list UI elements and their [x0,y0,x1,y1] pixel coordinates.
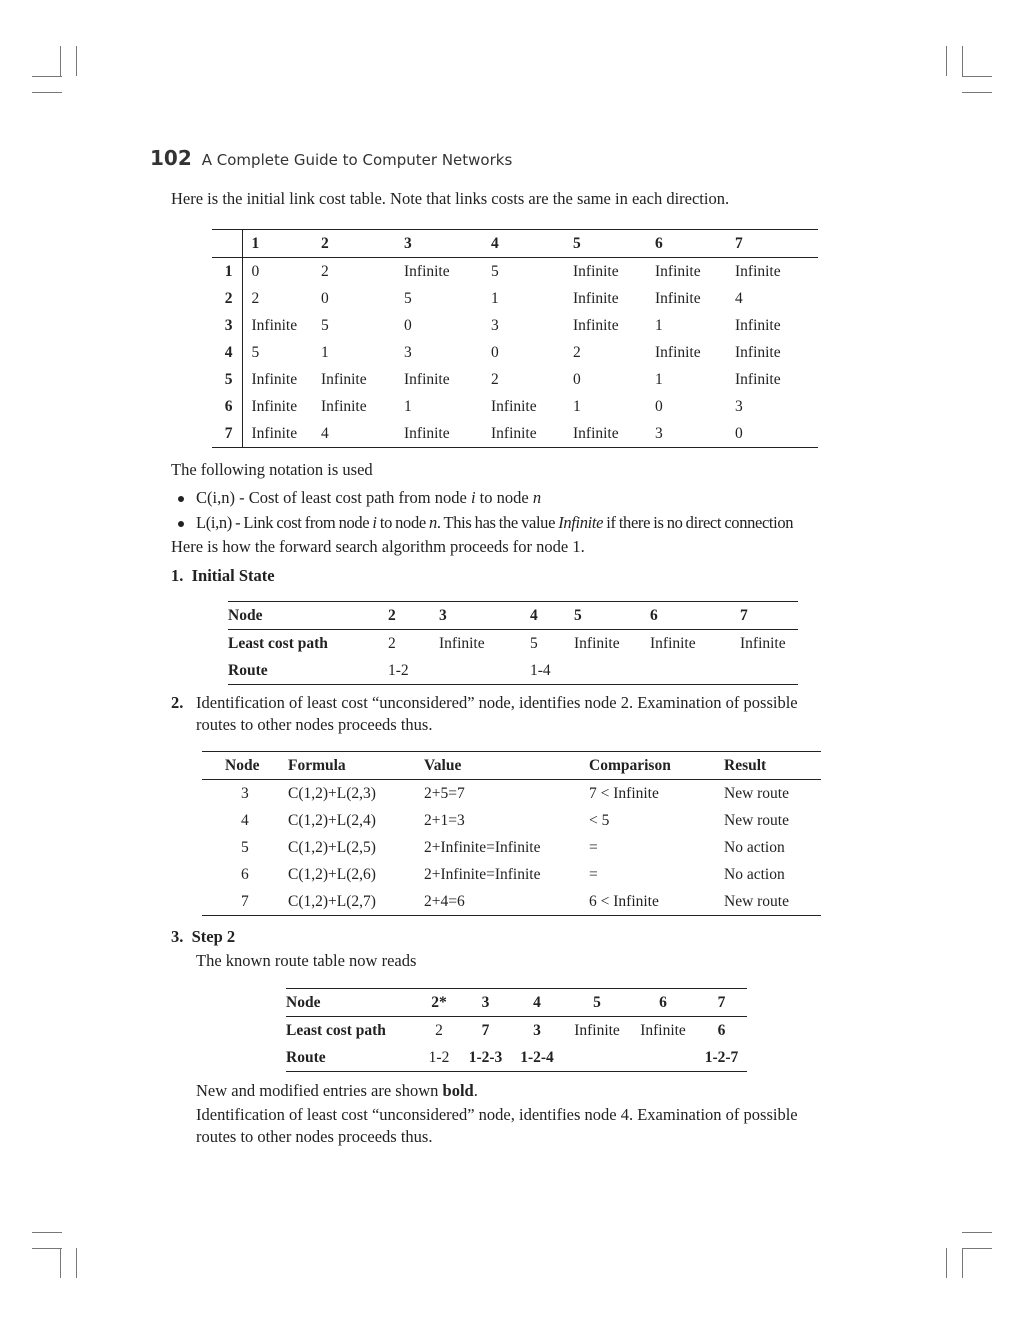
table-cell: Infinite [740,634,786,652]
table-cell: No action [724,865,785,883]
column-header: 7 [740,606,748,624]
table-row [228,657,798,685]
bullet-text: to node [475,488,533,507]
table-cell: Infinite [655,262,701,280]
table-cell: 2+5=7 [424,784,465,802]
table-header-row [286,989,747,1017]
table-cell: Infinite [251,424,298,442]
crop-mark [962,46,963,76]
column-header: 7 [717,993,726,1011]
table-cell: Infinite [404,424,450,442]
table-cell: 4 [241,811,249,829]
book-title: A Complete Guide to Computer Networks [201,151,513,169]
table-cell: 3 [533,1021,541,1039]
table-cell [650,657,740,685]
table-row [228,630,798,658]
table-cell: < 5 [589,811,610,829]
table-cell: 1 [404,397,412,415]
known-route-table [286,988,747,1072]
table-cell: Infinite [491,397,537,415]
forward-search-intro: Here is how the forward search algorithm proceeds for node 1. [171,537,585,556]
row-label: 1 [212,258,242,286]
table-row [202,780,821,808]
table-cell: 3 [491,316,499,334]
paragraph-line: routes to other nodes proceeds thus. [196,1127,433,1146]
table-cell [439,657,530,685]
row-label: 3 [212,312,242,339]
table-cell: 1-2-4 [520,1048,554,1066]
italic-var: n [532,488,542,507]
table-cell: 1-2-3 [468,1048,503,1066]
table-cell: 2 [251,289,260,307]
table-cell: 1 [655,316,663,334]
crop-mark [946,46,947,76]
column-header: Node [225,756,260,774]
bullet-icon [178,496,184,502]
column-header: 5 [573,234,581,252]
intro-paragraph: Here is the initial link cost table. Note that links costs are the same in each direction. [171,189,730,208]
table-cell: Infinite [574,634,620,652]
table-row [202,861,821,888]
note-text: . [473,1081,478,1100]
table-cell: Infinite [321,397,367,415]
table-cell [574,657,650,685]
table-cell: 4 [735,289,743,307]
crop-mark [32,1248,62,1249]
table-header-row [202,752,821,780]
row-label: 5 [212,366,242,393]
column-header: Value [424,756,462,774]
table-cell: 0 [735,424,743,442]
table-cell: New route [724,892,789,910]
row-label: Route [286,1048,326,1066]
link-cost-table [212,229,818,448]
table-row [212,258,818,286]
column-header: Formula [288,756,346,774]
column-header: Node [228,606,263,624]
column-header: 4 [491,234,499,252]
table-cell: 1-2-7 [704,1048,739,1066]
table-cell: = [589,865,598,883]
running-header [150,146,512,170]
italic-var: i [372,513,377,532]
table-row [212,393,818,420]
table-cell: 4 [321,424,329,442]
column-header: 1 [251,234,260,252]
table-cell: 1 [655,370,663,388]
column-header: 2 [321,234,329,252]
column-header: 3 [404,234,412,252]
table-cell: Infinite [321,370,367,388]
table-row [212,285,818,312]
row-label: Least cost path [286,1021,386,1039]
table-cell: Infinite [251,316,298,334]
table-cell: 2 [388,634,396,652]
table-cell: Infinite [640,1021,686,1039]
table-cell: 5 [530,634,538,652]
row-label: 6 [212,393,242,420]
table-row [286,1044,747,1072]
table-cell: Infinite [573,316,619,334]
bullet-link-definition [196,512,793,534]
table-cell: 6 [241,865,249,883]
table-cell [564,1044,630,1072]
table-cell [740,657,798,685]
table-cell: Infinite [251,370,298,388]
step-1-heading [171,565,275,587]
step-number: 3. [171,927,184,946]
crop-mark [76,46,77,76]
table-cell: Infinite [404,370,450,388]
table-cell: 2+1=3 [424,811,465,829]
column-header: 2* [431,993,447,1011]
table-row [212,366,818,393]
step-title: Step 2 [191,927,236,946]
row-label: 2 [212,285,242,312]
note-bold-word: bold [442,1081,474,1100]
bullet-cost-definition [196,487,541,509]
table-cell: 7 [481,1021,490,1039]
table-cell: Infinite [735,262,781,280]
corner-cell [212,230,242,258]
column-header: 6 [659,993,667,1011]
bullet-text: to node [376,513,429,532]
table-row [212,339,818,366]
table-cell: 1 [491,289,499,307]
table-cell: C(1,2)+L(2,5) [288,838,376,856]
column-header: 3 [439,606,447,624]
step-3-heading [171,926,235,948]
table-cell: Infinite [735,316,781,334]
crop-mark [962,1248,963,1278]
column-header: 6 [650,606,658,624]
table-cell: 1-2 [388,661,409,679]
bullet-text: . This has the value [436,513,559,532]
table-cell: C(1,2)+L(2,3) [288,784,376,802]
table-row [286,1017,747,1045]
notation-intro: The following notation is used [171,460,373,479]
bullet-text: L(i,n) - Link cost from node [196,513,373,532]
crop-mark [962,92,992,93]
table-row [202,834,821,861]
table-cell: Infinite [573,262,619,280]
table-cell: 2+Infinite=Infinite [424,838,541,856]
column-header: 2 [388,606,396,624]
table-cell: 2 [321,262,329,280]
column-header: 3 [481,993,490,1011]
table-cell: Infinite [439,634,485,652]
table-cell: C(1,2)+L(2,4) [288,811,376,829]
table-cell: 6 < Infinite [589,892,659,910]
table-cell: 2+Infinite=Infinite [424,865,541,883]
table-cell: Infinite [650,634,696,652]
column-header: 4 [533,993,541,1011]
column-header: Node [286,993,321,1011]
table-row [212,420,818,448]
table-cell: Infinite [655,289,701,307]
table-cell [630,1044,696,1072]
table-cell: Infinite [735,370,781,388]
table-cell: 0 [491,343,499,361]
paragraph-line: routes to other nodes proceeds thus. [196,715,433,734]
crop-mark [32,1232,62,1233]
table-cell: Infinite [573,424,619,442]
step-2-number: 2. [171,693,184,712]
table-cell: 5 [251,343,260,361]
row-label: 4 [212,339,242,366]
paragraph-line: Identification of least cost “unconsidered” node, identifies node 2. Examination of possible [196,693,798,712]
table-cell: 5 [491,262,499,280]
table-cell: 0 [251,262,260,280]
table-cell: New route [724,784,789,802]
bold-note [196,1080,478,1102]
table-header-row [212,230,818,258]
table-cell: Infinite [735,343,781,361]
table-cell: 0 [404,316,412,334]
table-cell: 3 [241,784,249,802]
table-cell: 6 [717,1021,726,1039]
final-paragraph [196,1104,798,1148]
table-row [202,888,821,916]
table-cell: 2 [435,1021,443,1039]
crop-mark [60,46,61,76]
table-cell: 1-2 [428,1048,450,1066]
italic-var: n [429,513,437,532]
table-cell: 5 [404,289,412,307]
table-cell: = [589,838,598,856]
step-number: 1. [171,566,184,585]
row-label: Least cost path [228,634,328,652]
table-cell: 1 [321,343,329,361]
table-row [202,807,821,834]
column-header: 7 [735,234,743,252]
crop-mark [32,92,62,93]
bullet-text: if there is no direct connection [603,513,794,532]
column-header: 4 [530,606,538,624]
column-header: 6 [655,234,663,252]
table-cell: 7 [241,892,249,910]
column-header: 5 [593,993,601,1011]
table-cell: 1-4 [530,661,551,679]
step-3-subtitle: The known route table now reads [196,951,417,970]
table-cell: 5 [241,838,249,856]
italic-var: i [470,488,476,507]
table-cell: 2 [491,370,499,388]
crop-mark [962,1232,992,1233]
table-cell: C(1,2)+L(2,6) [288,865,376,883]
page-number: 102 [150,146,192,170]
bullet-icon [178,521,184,527]
crop-mark [946,1248,947,1278]
table-cell: Infinite [404,262,450,280]
bullet-text: C(i,n) - Cost of least cost path from node [196,488,471,507]
table-row [212,312,818,339]
paragraph-line: Identification of least cost “unconsidered” node, identifies node 4. Examination of possible [196,1105,798,1124]
table-cell: 0 [573,370,581,388]
table-cell: New route [724,811,789,829]
table-cell: Infinite [251,397,298,415]
row-label: Route [228,661,268,679]
table-cell: 2 [573,343,581,361]
italic-term: Infinite [558,513,604,532]
table-cell: 0 [321,289,329,307]
table-cell: 7 < Infinite [589,784,659,802]
crop-mark [962,76,992,77]
table-cell: 3 [404,343,412,361]
table-cell: 3 [655,424,663,442]
table-cell: Infinite [491,424,537,442]
note-text: New and modified entries are shown [196,1081,443,1100]
table-cell: 0 [655,397,663,415]
row-label: 7 [212,420,242,448]
step-title: Initial State [191,566,275,585]
table-cell: No action [724,838,785,856]
table-cell: C(1,2)+L(2,7) [288,892,376,910]
table-cell: Infinite [655,343,701,361]
table-cell: Infinite [573,289,619,307]
crop-mark [32,76,62,77]
initial-state-table [228,601,798,685]
table-cell: 2+4=6 [424,892,465,910]
crop-mark [962,1248,992,1249]
column-header: 5 [574,606,582,624]
column-header: Comparison [589,756,671,774]
examination-table [202,751,821,916]
table-cell: 3 [735,397,743,415]
column-header: Result [724,756,767,774]
table-cell: 5 [321,316,329,334]
table-cell: Infinite [574,1021,620,1039]
crop-mark [76,1248,77,1278]
table-header-row [228,602,798,630]
table-cell: 1 [573,397,581,415]
step-2-text [196,692,798,736]
crop-mark [60,1248,61,1278]
